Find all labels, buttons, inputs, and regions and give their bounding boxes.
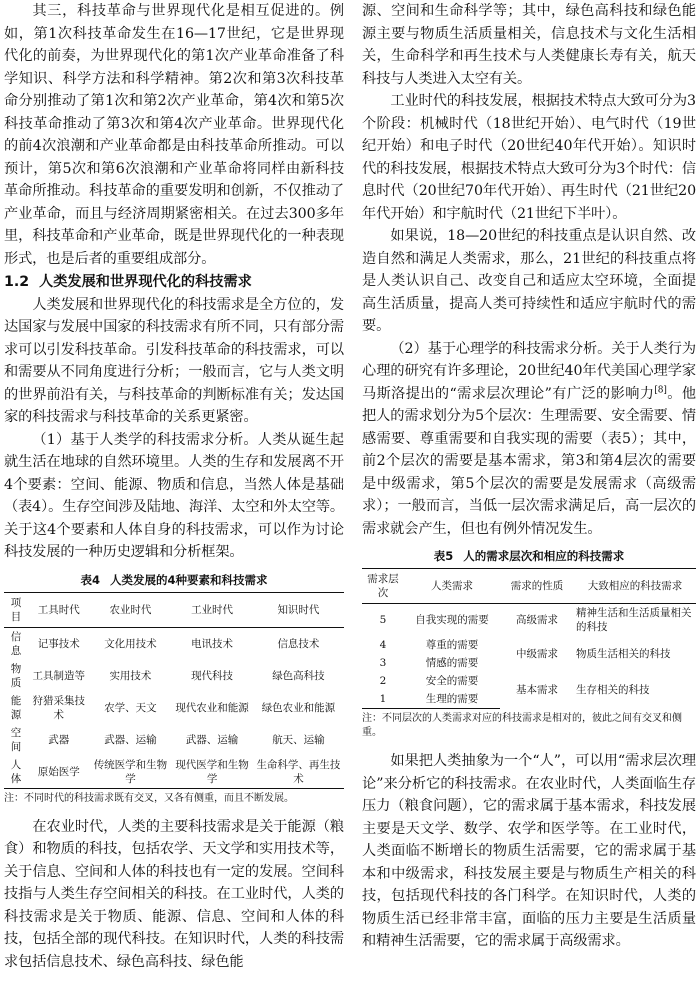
- table-cell: 绿色高科技: [272, 669, 325, 682]
- table-row: [4, 692, 344, 724]
- table4-note: 注：不同时代的科技需求既有交叉，又各有侧重，而且不断发展。: [4, 792, 294, 804]
- table-cell: 情感的需要: [425, 657, 479, 669]
- table5-title: 人的需求层次和相应的科技需求: [463, 549, 625, 563]
- table-cell: 基本需求: [516, 684, 558, 697]
- table-cell: 中级需求: [516, 648, 558, 660]
- table5-caption: [362, 548, 696, 564]
- table-cell: 原始医学: [28, 756, 90, 789]
- table-cell: 空间: [10, 726, 22, 753]
- table-cell: 2: [379, 675, 387, 687]
- table-cell: 现代科技: [191, 669, 234, 682]
- psychology-text-b: 。他把人的需求划分为5个层次：生理需要、安全需要、情感需要、尊重需要和自我实现的需要（表5）；其中，前2个层次的需要是基本需求，第3和第4层次的需要是中级需求，第5个层次的需要是发展需求（高级需求）；一般而言，当低一层次需求满足后，高一层次的需求就会产生，但也有例外情况发生。: [362, 385, 696, 537]
- left-column: [4, 0, 344, 973]
- table-cell: 信息: [10, 630, 22, 657]
- table5-header: 需求的性质: [500, 569, 574, 604]
- table-row: [362, 636, 696, 654]
- table-cell: 电讯技术: [191, 637, 234, 650]
- table-row: [4, 660, 344, 692]
- table4-header-row: [4, 592, 344, 627]
- table-cell: 尊重的需要: [425, 639, 479, 651]
- table-cell: 记事技术: [37, 637, 80, 650]
- table-cell: 农学、天文: [104, 701, 157, 714]
- right-column: [362, 0, 696, 953]
- table-cell: 传统医学和生物学: [90, 756, 172, 789]
- table-cell: 武器、运输: [104, 733, 157, 746]
- section-heading: [4, 271, 344, 294]
- paragraph-anthropology-analysis: （1）基于人类学的科技需求分析。人类从诞生起就生活在地球的自然环境里。人类的生存和发展离不开4个要素：空间、能源、物质和信息，当然人体是基础（表4）。生存空间涉及陆地、海洋、太空和外太空等。关于这4个要素和人体自身的科技需求，可以作为讨论科技发展的一种历史逻辑和分析框架。: [4, 431, 344, 560]
- paragraph-agricultural-era: 在农业时代，人类的主要科技需求是关于能源（粮食）和物质的科技，包括农学、天文学和实用技术等，关于信息、空间和人体的科技也有一定的发展。空间科技指与人类生存空间相关的科技。在工业时代，人类的科技需求是关于物质、能源、信息、空间和人体的科技，包括全部的现代科技。在知识时代，人类的科技需求包括信息技术、绿色高科技、绿色能: [4, 818, 344, 970]
- paragraph-tech-demand-overview: 人类发展和世界现代化的科技需求是全方位的，发达国家与发展中国家的科技需求有所不同，只有部分需求可以引发科技革命。引发科技革命的科技需求，可以和需要从不同角度进行分析；一般而言，它与人类文明的世界前沿有关，与科技革命的判断标准有关；发达国家的科技需求与科技革命的关系更紧密。: [4, 296, 344, 425]
- table4-header: 工业时代: [171, 592, 253, 627]
- table4-header: 知识时代: [253, 592, 344, 627]
- table5-header-row: [362, 569, 696, 604]
- table-cell: 生命科学、再生技术: [253, 756, 344, 789]
- paragraph-hierarchy-application: 如果把人类抽象为一个“人”，可以用“需求层次理论”来分析它的科技需求。在农业时代，人类面临生存压力（粮食问题），它的需求属于基本需求，科技发展主要是天文学、数学、农学和医学等。在工业时代，人类面临不断增长的物质生活需要，它的需求属于基本和中级需求，科技发展主要是与物质生产相关的科技，包括现代科技的各门科学。在知识时代，人类的物质生活已经非常丰富，面临的压力主要是生活质量和精神生活需要，它的需求属于高级需求。: [362, 753, 696, 949]
- table-cell: 生理的需要: [404, 690, 500, 709]
- table4-header: 项目: [4, 592, 28, 627]
- table-cell: 绿色农业和能源: [261, 701, 336, 714]
- table-cell: 高级需求: [516, 614, 558, 626]
- table-row: [4, 756, 344, 789]
- table-cell: 武器、运输: [185, 733, 239, 746]
- table-cell: 武器: [48, 733, 70, 746]
- table-cell: 实用技术: [109, 669, 152, 682]
- section-title: 人类发展和世界现代化的科技需求: [39, 274, 252, 290]
- paragraph-continuation: 源、空间和生命科学等；其中，绿色高科技和绿色能源主要与物质生活质量相关，信息技术与文化生活相关，生命科学和再生技术与人类健康长寿有关，航天科技与人类进入太空有关。: [362, 3, 696, 87]
- table-row: [4, 627, 344, 660]
- table4-number: 表4: [80, 572, 100, 587]
- table-cell: 4: [379, 639, 387, 651]
- table4-caption: [4, 572, 344, 588]
- table5-note: 注：不同层次的人类需求对应的科技需求是相对的，彼此之间有交叉和侧重。: [362, 713, 682, 738]
- table4-header: 农业时代: [90, 592, 172, 627]
- paragraph-psychology-analysis: [362, 338, 696, 541]
- table-row: [362, 672, 696, 690]
- table-cell: 自我实现的需要: [415, 614, 489, 626]
- table-cell: 人体: [4, 756, 28, 789]
- psychology-text-a: （2）基于心理学的科技需求分析。关于人类行为心理的研究有许多理论，20世纪40年代美国心理学家马斯洛提出的“需求层次理论”有广泛的影响力: [362, 340, 696, 402]
- section-number: 1.2: [4, 274, 30, 290]
- table-row: [362, 604, 696, 637]
- table-cell: 安全的需要: [425, 675, 479, 687]
- table-cell: 航天、运输: [272, 733, 325, 746]
- table5-number: 表5: [433, 549, 454, 563]
- table-cell: 1: [362, 690, 404, 709]
- table4: [4, 592, 344, 789]
- table-cell: 物质: [10, 662, 22, 689]
- paragraph-industrial-stages: 工业时代的科技发展，根据技术特点大致可分为3个阶段：机械时代（18世纪开始）、电气时代（19世纪开始）和电子时代（20世纪40年代开始）。知识时代的科技发展，根据技术特点大致可分为3个时代：信息时代（20世纪70年代开始）、再生时代（21世纪20年代开始）和宇航时代（21世纪下半叶）。: [362, 93, 696, 222]
- paragraph-21st-century-focus: 如果说，18—20世纪的科技重点是认识自然、改造自然和满足人类需求，那么，21世纪的科技重点将是人类认识自己、改变自己和适应太空环境，全面提高生活质量，提高人类可持续性和适应宇航时代的需要。: [362, 228, 696, 334]
- table-cell: 狩猎采集技术: [32, 694, 86, 721]
- table5-header: 大致相应的科技需求: [574, 569, 696, 604]
- table-row: [4, 724, 344, 756]
- table-cell: 文化用技术: [104, 637, 157, 650]
- table4-header: 工具时代: [28, 592, 90, 627]
- table-cell: 信息技术: [277, 637, 320, 650]
- table4-title: 人类发展的4种要素和科技需求: [110, 572, 268, 587]
- table-cell: 物质生活相关的科技: [576, 648, 671, 660]
- citation-ref: [8]: [654, 384, 667, 395]
- table-cell: 生存相关的科技: [576, 684, 650, 697]
- table-cell: 5: [379, 614, 387, 626]
- table5-header: 人类需求: [404, 569, 500, 604]
- table-cell: 能源: [10, 694, 22, 721]
- paragraph-modernization-promotion: 其三，科技革命与世界现代化是相互促进的。例如，第1次科技革命发生在16—17世纪，它是世界现代化的前奏，为世界现代化的第1次产业革命准备了科学知识、科学方法和科学精神。第2次和第3次科技革命分别推动了第1次和第2次产业革命，第4次和第5次科技革命推动了第3次和第4次产业革命。世界现代化的前4次浪潮和产业革命都是由科技革命所推动。可以预计，第5次和第6次浪潮和产业革命将同样由新科技革命所推动。科技革命的重要发明和创新，不仅推动了产业革命，而且与经济周期紧密相关。在过去300多年里，科技革命和产业革命，既是世界现代化的一种表现形式，也是后者的重要组成部分。: [4, 3, 344, 267]
- table-cell: 精神生活和生活质量相关的科技: [576, 607, 692, 633]
- table-cell: 现代农业和能源: [175, 701, 249, 714]
- table-cell: 现代医学和生物学: [171, 756, 253, 789]
- table5: [362, 568, 696, 709]
- table5-header: 需求层次: [362, 569, 404, 604]
- table-cell: 3: [379, 657, 387, 669]
- table-cell: 工具制造等: [32, 669, 86, 682]
